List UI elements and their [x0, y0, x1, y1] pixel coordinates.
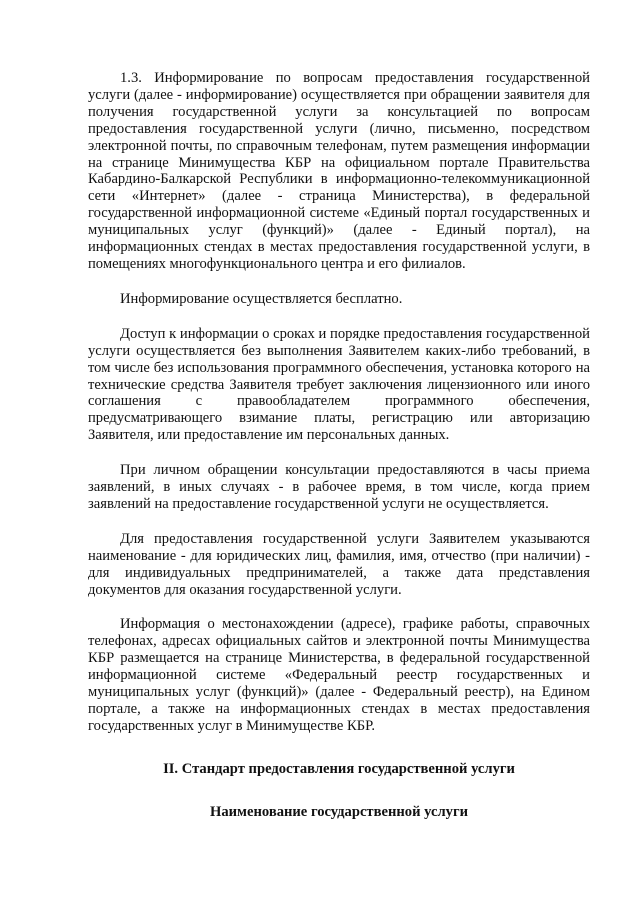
paragraph-spacer [88, 598, 590, 616]
paragraph-access-to-information: Доступ к информации о сроках и порядке предоставления государственной услуги осуществляется без выполнения Заявителем каких-либо требований, в том числе без использования программного обеспечения, установка которого на технические средства Заявителя требует заключения лицензионного или иного соглашения с правообладателем программного обеспечения, предусматривающего взимание платы, регистрацию или авторизацию Заявителя, или предоставление им персональных данных. [88, 325, 590, 444]
document-page [88, 70, 590, 821]
paragraph-free-informing: Информирование осуществляется бесплатно. [120, 290, 403, 307]
paragraph-spacer [88, 513, 590, 531]
paragraph-spacer [88, 273, 590, 291]
subsection-heading: Наименование государственной услуги [210, 803, 468, 820]
paragraph-spacer [88, 444, 590, 462]
paragraph-spacer [88, 308, 590, 326]
paragraph-applicant-details: Для предоставления государственной услуги Заявителем указываются наименование - для юридических лиц, фамилия, имя, отчество (при наличии) - для индивидуальных предпринимателей, а также дата представления документов для оказания государственной услуги. [88, 530, 590, 598]
heading-spacer [88, 735, 590, 761]
paragraph-1-3-informing: 1.3. Информирование по вопросам предоставления государственной услуги (далее - информирование) осуществляется при обращении заявителя для получения государственной услуги за консультацией по вопросам предоставления государственной услуги (лично, письменно, посредством электронной почты, по справочным телефонам, путем размещения информации на странице Минимущества КБР на официальном портале Правительства Кабардино-Балкарской Республики в информационно-телекоммуникационной сети «Интернет» (далее - страница Министерства), в федеральной государственной информационной системе «Единый портал государственных и муниципальных услуг (функций)» (далее - Единый портал), на информационных стендах в местах предоставления государственной услуги, в помещениях многофункционального центра и его филиалов. [88, 70, 590, 272]
section-heading: II. Стандарт предоставления государственной услуги [163, 760, 515, 777]
paragraph-personal-consultation: При личном обращении консультации предоставляются в часы приема заявлений, в иных случаях - в рабочее время, в том числе, когда прием заявлений на предоставление государственной услуги не осуществляется. [88, 462, 590, 512]
heading-spacer [88, 778, 590, 804]
paragraph-location-information: Информация о местонахождении (адресе), графике работы, справочных телефонах, адресах официальных сайтов и электронной почты Минимущества КБР размещается на странице Министерства, в федеральной государственной информационной системе «Федеральный реестр государственных и муниципальных услуг (функций)» (далее - Федеральный реестр), на Едином портале, а также на информационных стендах в местах предоставления государственных услуг в Минимуществе КБР. [88, 616, 590, 734]
